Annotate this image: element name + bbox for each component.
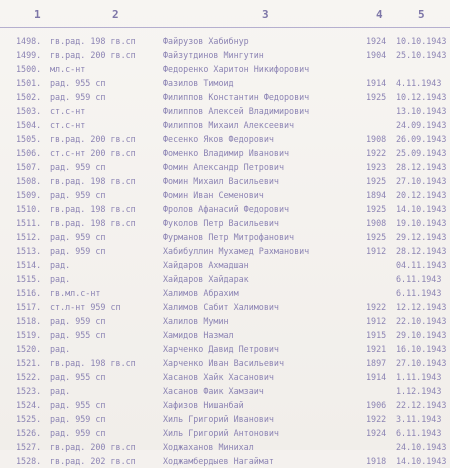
record-rank-unit: рад. [50, 344, 71, 354]
record-rank-unit: рад. 959 сп [50, 414, 106, 424]
record-date: 24.10.1943 [396, 442, 447, 452]
record-number: 1509. [16, 190, 42, 200]
record-rank-unit: гв.мл.с-нт [50, 288, 101, 298]
record-rank-unit: гв.рад. 200 гв.сп [50, 50, 136, 60]
record-date: 28.12.1943 [396, 162, 447, 172]
record-full-name: Харченко Давид Петрович [163, 344, 279, 354]
record-full-name: Хабибуллин Мухамед Рахманович [163, 246, 310, 256]
column-number-3: 3 [262, 8, 269, 21]
record-full-name: Хайдаров Хайдарак [163, 274, 249, 284]
record-birth-year: 1906 [366, 400, 387, 410]
record-number: 1526. [16, 428, 42, 438]
record-birth-year: 1921 [366, 344, 387, 354]
record-row [0, 454, 450, 468]
record-number: 1498. [16, 36, 42, 46]
record-full-name: Халимов Сабит Халимович [163, 302, 279, 312]
record-row [0, 160, 450, 174]
record-full-name: Хасанов Хайк Хасанович [163, 372, 274, 382]
record-number: 1508. [16, 176, 42, 186]
record-rank-unit: рад. 959 сп [50, 316, 106, 326]
record-row [0, 440, 450, 454]
record-full-name: Ходжаханов Минихал [163, 442, 254, 452]
column-number-2: 2 [112, 8, 119, 21]
record-number: 1504. [16, 120, 42, 130]
record-row [0, 244, 450, 258]
record-full-name: Фуколов Петр Васильевич [163, 218, 279, 228]
record-rank-unit: рад. 955 сп [50, 372, 106, 382]
record-birth-year: 1925 [366, 92, 387, 102]
record-birth-year: 1923 [366, 162, 387, 172]
record-row [0, 216, 450, 230]
record-full-name: Ходжамбердыев Нагаймат [163, 456, 274, 466]
record-number: 1528. [16, 456, 42, 466]
record-rank-unit: гв.рад. 198 гв.сп [50, 204, 136, 214]
record-date: 14.10.1943 [396, 204, 447, 214]
record-row [0, 328, 450, 342]
record-row [0, 300, 450, 314]
record-row [0, 370, 450, 384]
record-date: 25.10.1943 [396, 50, 447, 60]
record-number: 1518. [16, 316, 42, 326]
record-rank-unit: рад. 959 сп [50, 92, 106, 102]
record-number: 1505. [16, 134, 42, 144]
record-birth-year: 1925 [366, 204, 387, 214]
record-date: 1.11.1943 [396, 372, 442, 382]
record-full-name: Хиль Григорий Иванович [163, 414, 274, 424]
record-rank-unit: гв.рад. 202 гв.сп [50, 456, 136, 466]
record-row [0, 202, 450, 216]
column-number-1: 1 [34, 8, 41, 21]
record-date: 1.12.1943 [396, 386, 442, 396]
record-row [0, 426, 450, 440]
record-full-name: Фролов Афанасий Федорович [163, 204, 290, 214]
record-birth-year: 1904 [366, 50, 387, 60]
record-birth-year: 1897 [366, 358, 387, 368]
record-number: 1520. [16, 344, 42, 354]
record-number: 1519. [16, 330, 42, 340]
record-rank-unit: рад. [50, 386, 71, 396]
record-row [0, 230, 450, 244]
record-rank-unit: гв.рад. 200 гв.сп [50, 134, 136, 144]
record-date: 10.10.1943 [396, 36, 447, 46]
record-rank-unit: рад. 959 сп [50, 162, 106, 172]
record-full-name: Фомин Михаил Васильевич [163, 176, 279, 186]
record-row [0, 34, 450, 48]
record-birth-year: 1924 [366, 36, 387, 46]
record-rank-unit: гв.рад. 198 гв.сп [50, 176, 136, 186]
record-date: 29.10.1943 [396, 330, 447, 340]
record-full-name: Халилов Мумин [163, 316, 229, 326]
record-number: 1500. [16, 64, 42, 74]
record-rank-unit: ст.с-нт [50, 120, 86, 130]
record-number: 1507. [16, 162, 42, 172]
record-row [0, 76, 450, 90]
record-rank-unit: рад. 955 сп [50, 78, 106, 88]
record-date: 25.09.1943 [396, 148, 447, 158]
record-rank-unit: рад. 955 сп [50, 400, 106, 410]
column-number-5: 5 [418, 8, 425, 21]
record-rank-unit: рад. [50, 260, 71, 270]
record-rank-unit: рад. 955 сп [50, 330, 106, 340]
record-row [0, 174, 450, 188]
record-date: 27.10.1943 [396, 358, 447, 368]
record-rank-unit: мл.с-нт [50, 64, 86, 74]
record-rank-unit: гв.рад. 198 гв.сп [50, 36, 136, 46]
record-date: 6.11.1943 [396, 428, 442, 438]
record-rank-unit: гв.рад. 198 гв.сп [50, 358, 136, 368]
record-row [0, 48, 450, 62]
record-full-name: Харченко Иван Васильевич [163, 358, 285, 368]
record-full-name: Филиппов Михаил Алексеевич [163, 120, 295, 130]
record-number: 1527. [16, 442, 42, 452]
record-full-name: Фесенко Яков Федорович [163, 134, 274, 144]
record-full-name: Филиппов Алексей Владимирович [163, 106, 310, 116]
record-date: 22.10.1943 [396, 316, 447, 326]
record-date: 16.10.1943 [396, 344, 447, 354]
record-full-name: Хасанов Фаик Хамзаич [163, 386, 264, 396]
record-full-name: Фомин Александр Петрович [163, 162, 285, 172]
record-row [0, 412, 450, 426]
record-date: 22.12.1943 [396, 400, 447, 410]
record-number: 1516. [16, 288, 42, 298]
record-rank-unit: ст.с-нт [50, 106, 86, 116]
record-birth-year: 1914 [366, 78, 387, 88]
record-number: 1510. [16, 204, 42, 214]
record-date: 29.12.1943 [396, 232, 447, 242]
record-birth-year: 1912 [366, 246, 387, 256]
record-row [0, 286, 450, 300]
record-row [0, 398, 450, 412]
record-row [0, 118, 450, 132]
record-birth-year: 1918 [366, 456, 387, 466]
record-row [0, 132, 450, 146]
record-row [0, 342, 450, 356]
record-full-name: Хамидов Назмал [163, 330, 234, 340]
record-date: 12.12.1943 [396, 302, 447, 312]
record-row [0, 384, 450, 398]
record-number: 1514. [16, 260, 42, 270]
record-date: 6.11.1943 [396, 274, 442, 284]
record-birth-year: 1914 [366, 372, 387, 382]
record-date: 04.11.1943 [396, 260, 447, 270]
record-number: 1506. [16, 148, 42, 158]
record-date: 28.12.1943 [396, 246, 447, 256]
record-full-name: Хайдаров Ахмадшан [163, 260, 249, 270]
record-number: 1525. [16, 414, 42, 424]
record-birth-year: 1925 [366, 176, 387, 186]
record-row [0, 272, 450, 286]
record-birth-year: 1922 [366, 148, 387, 158]
record-birth-year: 1908 [366, 218, 387, 228]
column-number-4: 4 [376, 8, 383, 21]
record-birth-year: 1908 [366, 134, 387, 144]
record-birth-year: 1922 [366, 414, 387, 424]
record-full-name: Фурманов Петр Митрофанович [163, 232, 295, 242]
record-rank-unit: гв.рад. 198 гв.сп [50, 218, 136, 228]
record-list [0, 34, 450, 468]
header-divider [0, 27, 450, 28]
record-number: 1513. [16, 246, 42, 256]
record-full-name: Федоренко Харитон Никифорович [163, 64, 310, 74]
record-number: 1511. [16, 218, 42, 228]
record-number: 1501. [16, 78, 42, 88]
record-birth-year: 1894 [366, 190, 387, 200]
record-row [0, 104, 450, 118]
record-row [0, 356, 450, 370]
record-row [0, 258, 450, 272]
record-full-name: Халимов Абрахим [163, 288, 239, 298]
record-rank-unit: рад. 959 сп [50, 428, 106, 438]
record-number: 1515. [16, 274, 42, 284]
record-number: 1512. [16, 232, 42, 242]
record-full-name: Фомин Иван Семенович [163, 190, 264, 200]
record-rank-unit: ст.л-нт 959 сп [50, 302, 121, 312]
record-birth-year: 1912 [366, 316, 387, 326]
record-number: 1523. [16, 386, 42, 396]
record-date: 6.11.1943 [396, 288, 442, 298]
record-date: 10.12.1943 [396, 92, 447, 102]
record-date: 4.11.1943 [396, 78, 442, 88]
record-row [0, 188, 450, 202]
record-date: 3.11.1943 [396, 414, 442, 424]
record-date: 13.10.1943 [396, 106, 447, 116]
record-row [0, 314, 450, 328]
record-number: 1522. [16, 372, 42, 382]
record-full-name: Хиль Григорий Антонович [163, 428, 279, 438]
record-number: 1502. [16, 92, 42, 102]
column-header-row [0, 0, 450, 28]
record-full-name: Файрузов Хабибнур [163, 36, 249, 46]
record-date: 24.09.1943 [396, 120, 447, 130]
record-date: 14.10.1943 [396, 456, 447, 466]
record-rank-unit: рад. 959 сп [50, 246, 106, 256]
record-rank-unit: рад. 959 сп [50, 190, 106, 200]
record-number: 1503. [16, 106, 42, 116]
record-birth-year: 1924 [366, 428, 387, 438]
record-row [0, 146, 450, 160]
record-rank-unit: рад. [50, 274, 71, 284]
record-full-name: Фоменко Владимир Иванович [163, 148, 290, 158]
record-number: 1517. [16, 302, 42, 312]
record-date: 20.12.1943 [396, 190, 447, 200]
record-date: 19.10.1943 [396, 218, 447, 228]
record-date: 26.09.1943 [396, 134, 447, 144]
record-full-name: Филиппов Константин Федорович [163, 92, 310, 102]
record-full-name: Хафизов Нишанбай [163, 400, 244, 410]
record-rank-unit: гв.рад. 200 гв.сп [50, 442, 136, 452]
record-rank-unit: рад. 959 сп [50, 232, 106, 242]
record-number: 1524. [16, 400, 42, 410]
record-row [0, 90, 450, 104]
record-number: 1521. [16, 358, 42, 368]
record-birth-year: 1915 [366, 330, 387, 340]
record-row [0, 62, 450, 76]
record-date: 27.10.1943 [396, 176, 447, 186]
record-full-name: Фазилов Тимоид [163, 78, 234, 88]
record-rank-unit: ст.с-нт 200 гв.сп [50, 148, 136, 158]
record-birth-year: 1925 [366, 232, 387, 242]
record-number: 1499. [16, 50, 42, 60]
record-full-name: Файзутдинов Мингутин [163, 50, 264, 60]
record-birth-year: 1922 [366, 302, 387, 312]
